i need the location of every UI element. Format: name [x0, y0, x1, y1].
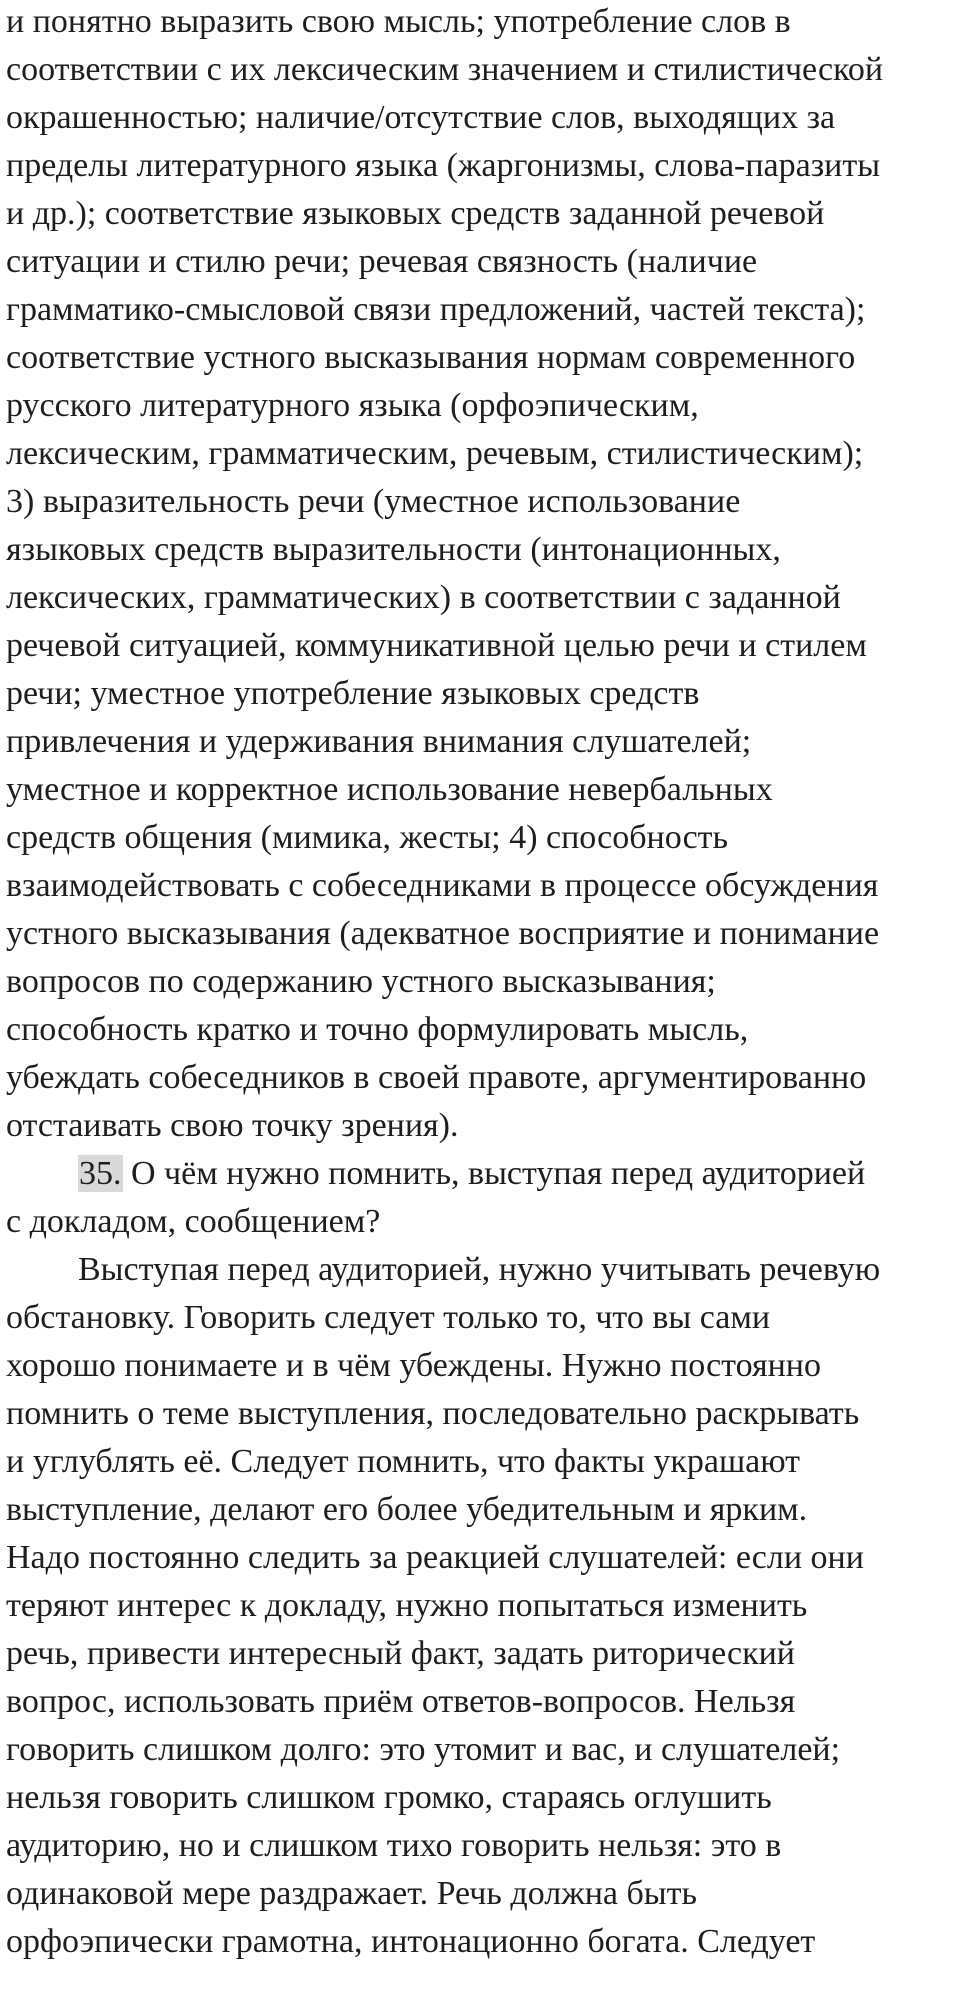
answer-line: теряют интерес к докладу, нужно попытаться изменить	[6, 1587, 808, 1624]
answer-line: говорить слишком долго: это утомит и вас, и слушателей;	[6, 1731, 841, 1768]
text-line: вопросов по содержанию устного высказывания;	[6, 963, 716, 1000]
answer-line: хорошо понимаете и в чём убеждены. Нужно постоянно	[6, 1347, 821, 1384]
question-text: О чём нужно помнить, выступая перед аудиторией	[122, 1155, 866, 1192]
text-line: соответствии с их лексическим значением и стилистической	[6, 51, 884, 88]
question-number: 35.	[79, 1155, 122, 1192]
text-line: лексическим, грамматическим, речевым, стилистическим);	[6, 435, 864, 472]
text-line: речевой ситуацией, коммуникативной целью речи и стилем	[6, 627, 867, 664]
text-line: соответствие устного высказывания нормам современного	[6, 339, 856, 376]
text-line: отстаивать свою точку зрения).	[6, 1107, 459, 1144]
text-line: убеждать собеседников в своей правоте, аргументированно	[6, 1059, 867, 1096]
answer-line: обстановку. Говорить следует только то, что вы сами	[6, 1299, 771, 1336]
text-line: русского литературного языка (орфоэпическим,	[6, 387, 699, 424]
text-line: окрашенностью; наличие/отсутствие слов, выходящих за	[6, 99, 836, 136]
text-line: устного высказывания (адекватное восприятие и понимание	[6, 915, 880, 952]
text-line: пределы литературного языка (жаргонизмы, слова-паразиты	[6, 147, 881, 184]
answer-line: помнить о теме выступления, последовательно раскрывать	[6, 1395, 860, 1432]
answer-first-line: Выступая перед аудиторией, нужно учитывать речевую	[78, 1251, 881, 1288]
text-line: и др.); соответствие языковых средств заданной речевой	[6, 195, 825, 232]
text-line: языковых средств выразительности (интонационных,	[6, 531, 781, 568]
text-line: способность кратко и точно формулировать мысль,	[6, 1011, 749, 1048]
question-text-continued: с докладом, сообщением?	[6, 1203, 381, 1240]
text-line: речи; уместное употребление языковых средств	[6, 675, 700, 712]
answer-line: аудиторию, но и слишком тихо говорить нельзя: это в	[6, 1827, 782, 1864]
text-line: лексических, грамматических) в соответствии с заданной	[6, 579, 841, 616]
text-line: 3) выразительность речи (уместное использование	[6, 483, 741, 520]
text-line: и понятно выразить свою мысль; употребление слов в	[6, 3, 791, 40]
text-line: грамматико-смысловой связи предложений, частей текста);	[6, 291, 866, 328]
answer-line: нельзя говорить слишком громко, стараясь оглушить	[6, 1779, 772, 1816]
answer-line: Надо постоянно следить за реакцией слушателей: если они	[6, 1539, 864, 1576]
text-line: привлечения и удерживания внимания слушателей;	[6, 723, 752, 760]
answer-line: речь, привести интересный факт, задать риторический	[6, 1635, 796, 1672]
text-line: взаимодействовать с собеседниками в процессе обсуждения	[6, 867, 879, 904]
question-heading	[78, 1150, 865, 1198]
answer-line: вопрос, использовать приём ответов-вопросов. Нельзя	[6, 1683, 796, 1720]
text-line: средств общения (мимика, жесты; 4) способность	[6, 819, 729, 856]
answer-line: и углублять её. Следует помнить, что факты украшают	[6, 1443, 801, 1480]
answer-line: орфоэпически грамотна, интонационно богата. Следует	[6, 1923, 816, 1960]
text-line: уместное и корректное использование невербальных	[6, 771, 773, 808]
answer-line: выступление, делают его более убедительным и ярким.	[6, 1491, 808, 1528]
answer-line: одинаковой мере раздражает. Речь должна быть	[6, 1875, 697, 1912]
text-line: ситуации и стилю речи; речевая связность (наличие	[6, 243, 758, 280]
